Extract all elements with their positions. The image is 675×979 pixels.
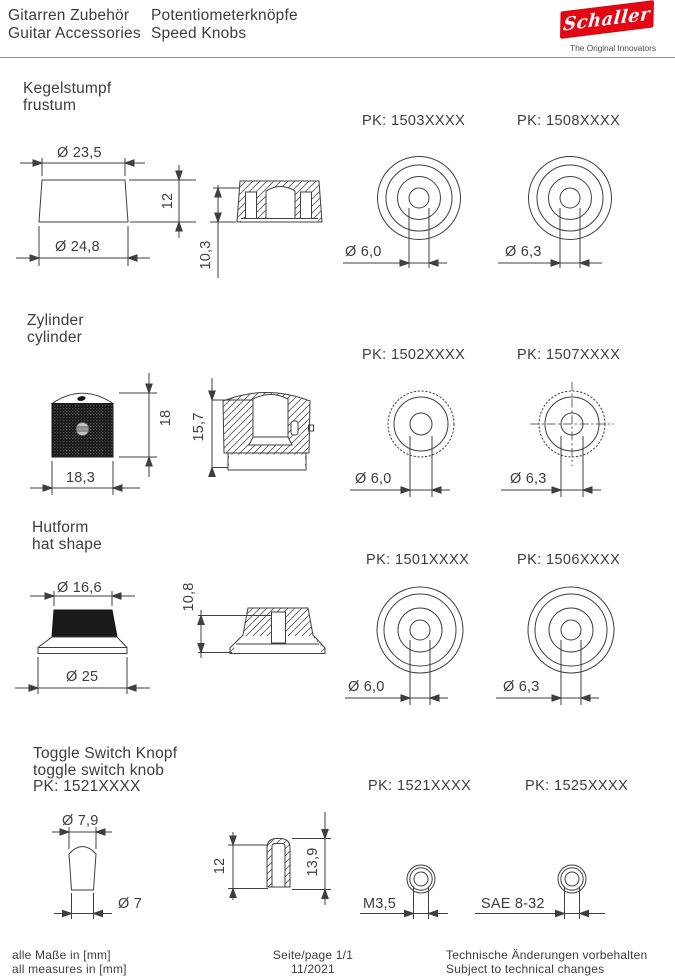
pk-code-1507: PK: 1507XXXX bbox=[517, 347, 621, 363]
dim-frustum-shaft-left: Ø 6,0 bbox=[345, 244, 382, 260]
dim-frustum-height: 12 bbox=[160, 192, 176, 210]
schaller-logo-text: Schaller bbox=[562, 3, 652, 36]
footer-units-de: alle Maße in [mm] bbox=[12, 948, 111, 962]
pk-code-1521: PK: 1521XXXX bbox=[368, 778, 472, 794]
dim-frustum-bore-depth: 10,3 bbox=[198, 240, 214, 270]
pk-code-1502: PK: 1502XXXX bbox=[362, 347, 466, 363]
dim-toggle-bottom-dia: Ø 7 bbox=[118, 896, 142, 912]
cylinder-section-view-drawing bbox=[209, 378, 314, 477]
section-hat-title-en: hat shape bbox=[32, 535, 102, 553]
logo-tagline: The Original Innovators bbox=[570, 43, 657, 53]
dim-cylinder-section-height: 15,7 bbox=[191, 412, 207, 442]
header-category-en: Guitar Accessories bbox=[8, 25, 141, 42]
footer-note-de: Technische Änderungen vorbehalten bbox=[446, 948, 648, 962]
dim-frustum-top-dia: Ø 23,5 bbox=[57, 145, 102, 161]
header-category-de: Gitarren Zubehör bbox=[8, 7, 130, 24]
dim-hat-bottom-dia: Ø 25 bbox=[66, 669, 99, 685]
toggle-knob-side-view-drawing bbox=[52, 827, 112, 919]
footer-date: 11/2021 bbox=[291, 962, 335, 976]
hat-section-view-drawing bbox=[198, 608, 325, 658]
dim-frustum-bottom-dia: Ø 24,8 bbox=[55, 239, 100, 255]
dim-hat-top-dia: Ø 16,6 bbox=[57, 580, 102, 596]
dim-hat-shaft-left: Ø 6,0 bbox=[348, 679, 385, 695]
dim-toggle-height: 13,9 bbox=[305, 847, 321, 877]
section-frustum-title-de: Kegelstumpf bbox=[23, 80, 112, 97]
dim-toggle-depth: 12 bbox=[212, 857, 228, 875]
dim-hat-shaft-right: Ø 6,3 bbox=[503, 679, 540, 695]
dim-cylinder-height: 18 bbox=[158, 409, 174, 427]
pk-code-1508: PK: 1508XXXX bbox=[517, 113, 621, 129]
section-toggle-title-en: toggle switch knob bbox=[33, 761, 165, 779]
section-hat-title-de: Hutform bbox=[32, 519, 89, 536]
frustum-section-view-drawing bbox=[210, 181, 322, 278]
pk-code-1525: PK: 1525XXXX bbox=[525, 778, 629, 794]
dim-cylinder-shaft-left: Ø 6,0 bbox=[355, 471, 392, 487]
section-frustum-title-en: frustum bbox=[23, 96, 77, 114]
dim-toggle-thread-right: SAE 8-32 bbox=[481, 896, 545, 912]
dim-hat-section-height: 10,8 bbox=[181, 582, 197, 612]
pk-code-1503: PK: 1503XXXX bbox=[362, 113, 466, 129]
footer-page-block bbox=[247, 948, 379, 976]
section-toggle-title-de: Toggle Switch Knopf bbox=[33, 745, 178, 762]
pk-code-1501: PK: 1501XXXX bbox=[366, 552, 470, 568]
header-product-de: Potentiometerknöpfe bbox=[151, 7, 298, 24]
dim-toggle-thread-left: M3,5 bbox=[363, 896, 397, 912]
footer-page: Seite/page 1/1 bbox=[272, 948, 354, 962]
dim-toggle-top-dia: Ø 7,9 bbox=[62, 813, 99, 829]
section-cylinder-title-en: cylinder bbox=[27, 328, 83, 346]
dim-cylinder-width: 18,3 bbox=[66, 470, 96, 486]
pk-code-1506: PK: 1506XXXX bbox=[517, 552, 621, 568]
footer-units-en: all measures in [mm] bbox=[12, 962, 127, 976]
dim-frustum-shaft-right: Ø 6,3 bbox=[505, 244, 542, 260]
section-cylinder-title-de: Zylinder bbox=[27, 312, 84, 329]
header-product-en: Speed Knobs bbox=[151, 25, 247, 42]
footer-note-en: Subject to technical changes bbox=[446, 962, 605, 976]
frustum-side-view-drawing bbox=[16, 158, 196, 266]
dim-cylinder-shaft-right: Ø 6,3 bbox=[510, 471, 547, 487]
section-toggle-pk-heading: PK: 1521XXXX bbox=[33, 778, 141, 795]
